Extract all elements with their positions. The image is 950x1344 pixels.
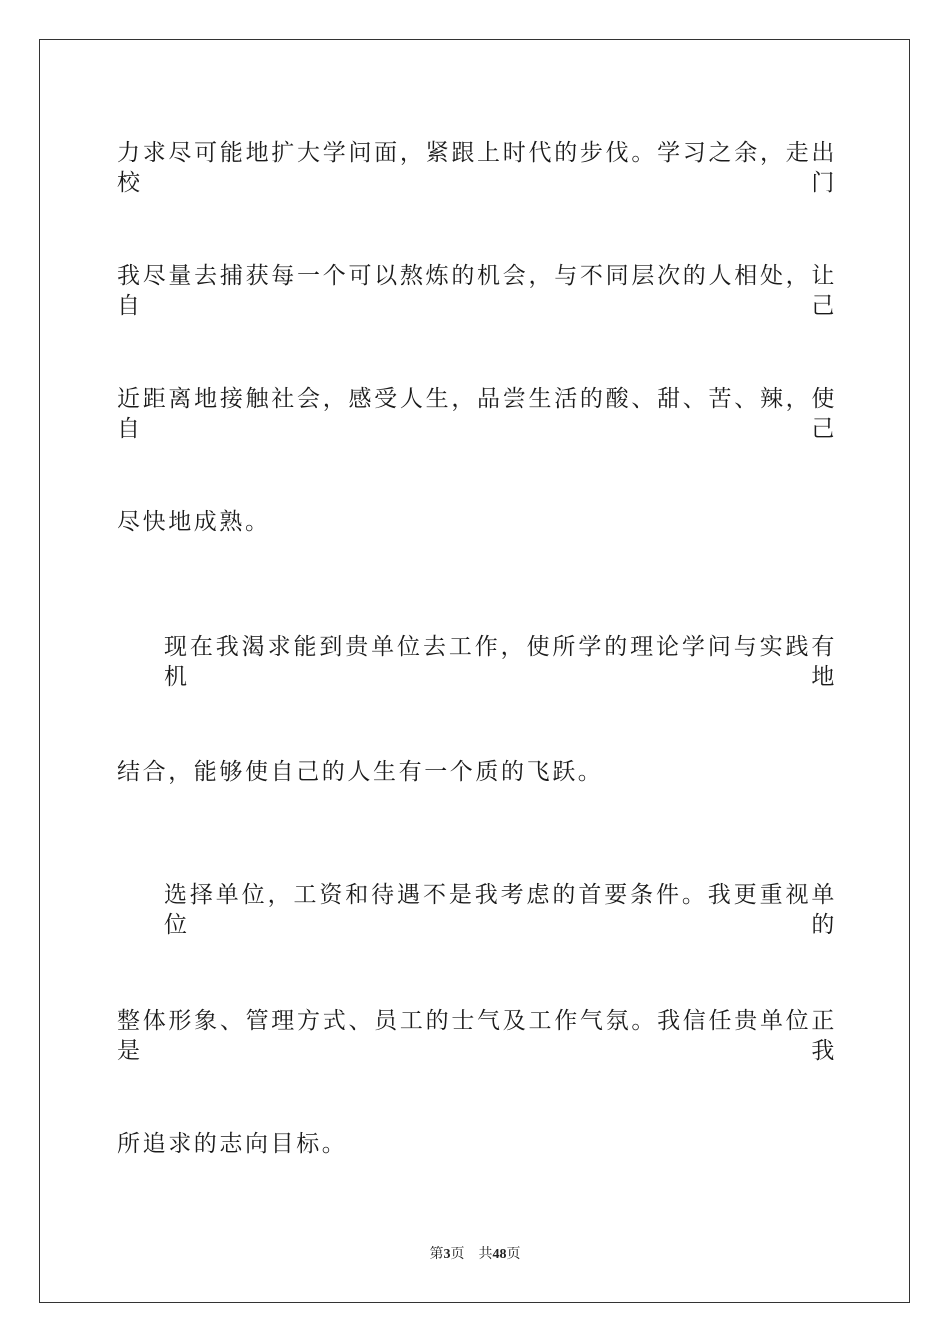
text-line: 尽快地成熟。: [117, 509, 271, 535]
text-line: 近距离地接触社会，感受人生，品尝生活的酸、甜、苦、辣，使自己: [117, 386, 837, 442]
page-prefix: 第: [429, 1247, 444, 1262]
paragraph-first-line: 选择单位，工资和待遇不是我考虑的首要条件。我更重视单位的: [164, 882, 837, 938]
text-line: 我尽量去捕获每一个可以熬炼的机会，与不同层次的人相处，让自己: [117, 263, 837, 319]
paragraph-first-line: 现在我渴求能到贵单位去工作，使所学的理论学问与实践有机地: [164, 634, 837, 690]
text-line: 结合，能够使自己的人生有一个质的飞跃。: [117, 759, 604, 785]
page-footer: [0, 1246, 950, 1264]
total-pages: 48: [492, 1247, 507, 1262]
page-number: 3: [443, 1247, 451, 1262]
text-line: 力求尽可能地扩大学问面，紧跟上时代的步伐。学习之余，走出校门: [117, 140, 837, 196]
text-line: 整体形象、管理方式、员工的士气及工作气氛。我信任贵单位正是我: [117, 1008, 837, 1064]
total-prefix: 共: [478, 1247, 493, 1262]
page-suffix: 页: [450, 1247, 465, 1262]
text-line: 所追求的志向目标。: [117, 1131, 348, 1157]
total-suffix: 页: [506, 1247, 521, 1262]
